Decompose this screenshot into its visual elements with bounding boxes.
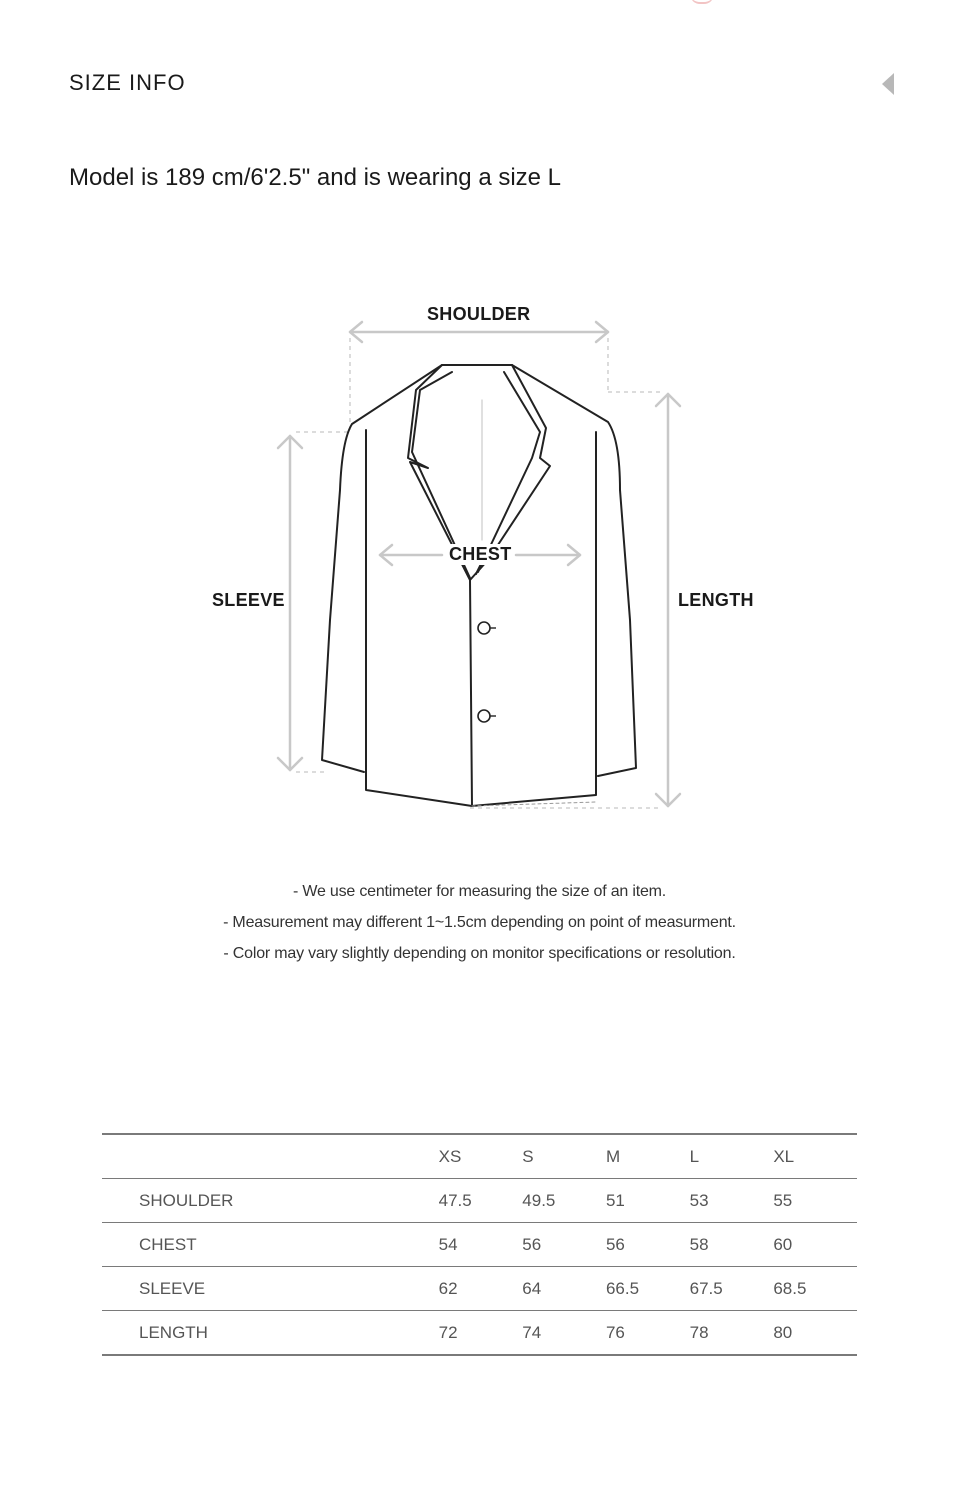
table-cell: 51 (605, 1190, 625, 1210)
note-item: - Color may vary slightly depending on monitor specifications or resolution. (223, 945, 736, 962)
jacket-outline (322, 365, 636, 806)
header-cell: L (689, 1146, 700, 1166)
section-title: SIZE INFO (69, 70, 186, 95)
table-cell: 55 (773, 1190, 793, 1210)
table-cell: 60 (773, 1234, 793, 1254)
row-label: SHOULDER (139, 1190, 234, 1210)
table-cell: 54 (438, 1234, 458, 1254)
table-cell: 64 (522, 1278, 542, 1298)
table-row (102, 1311, 857, 1356)
size-table (102, 1133, 857, 1356)
table-cell: 58 (689, 1234, 709, 1254)
button-icon (478, 622, 490, 634)
decorative-accent (690, 0, 714, 4)
header-cell: M (605, 1146, 621, 1166)
table-cell: 62 (438, 1278, 458, 1298)
header-cell: S (522, 1146, 534, 1166)
size-table-header (102, 1134, 857, 1179)
table-cell: 56 (522, 1234, 542, 1254)
table-cell: 49.5 (522, 1190, 556, 1210)
row-label: SLEEVE (139, 1278, 206, 1298)
table-cell: 72 (438, 1322, 458, 1342)
model-info: Model is 189 cm/6'2.5" and is wearing a size L (69, 164, 562, 191)
table-row (102, 1267, 857, 1311)
table-cell: 67.5 (689, 1278, 723, 1298)
row-label: CHEST (139, 1234, 197, 1254)
measure-guides (296, 338, 662, 808)
header-cell: XL (773, 1146, 795, 1166)
note-item: - Measurement may different 1~1.5cm depending on point of measurment. (223, 914, 736, 931)
chest-label: CHEST (449, 544, 512, 564)
table-row (102, 1179, 857, 1223)
shoulder-label: SHOULDER (427, 304, 531, 324)
row-label: LENGTH (139, 1322, 208, 1342)
table-cell: 66.5 (605, 1278, 640, 1298)
table-cell: 80 (773, 1322, 793, 1342)
note-item: - We use centimeter for measuring the size of an item. (292, 883, 667, 900)
table-cell: 68.5 (773, 1278, 807, 1298)
collapse-toggle-button[interactable] (878, 70, 898, 98)
sleeve-label: SLEEVE (212, 590, 285, 610)
button-icons (478, 622, 496, 722)
measurement-notes (0, 876, 959, 969)
header-cell: XS (438, 1146, 462, 1166)
button-icon (478, 710, 490, 722)
collapse-triangle-icon (882, 73, 894, 95)
table-cell: 74 (522, 1322, 542, 1342)
table-cell: 76 (605, 1322, 625, 1342)
table-cell: 56 (605, 1234, 625, 1254)
table-cell: 53 (689, 1190, 709, 1210)
table-cell: 78 (689, 1322, 709, 1342)
table-row (102, 1223, 857, 1267)
table-cell: 47.5 (438, 1190, 472, 1210)
header-cell (102, 1134, 439, 1179)
length-label: LENGTH (678, 590, 754, 610)
size-diagram (0, 290, 959, 830)
